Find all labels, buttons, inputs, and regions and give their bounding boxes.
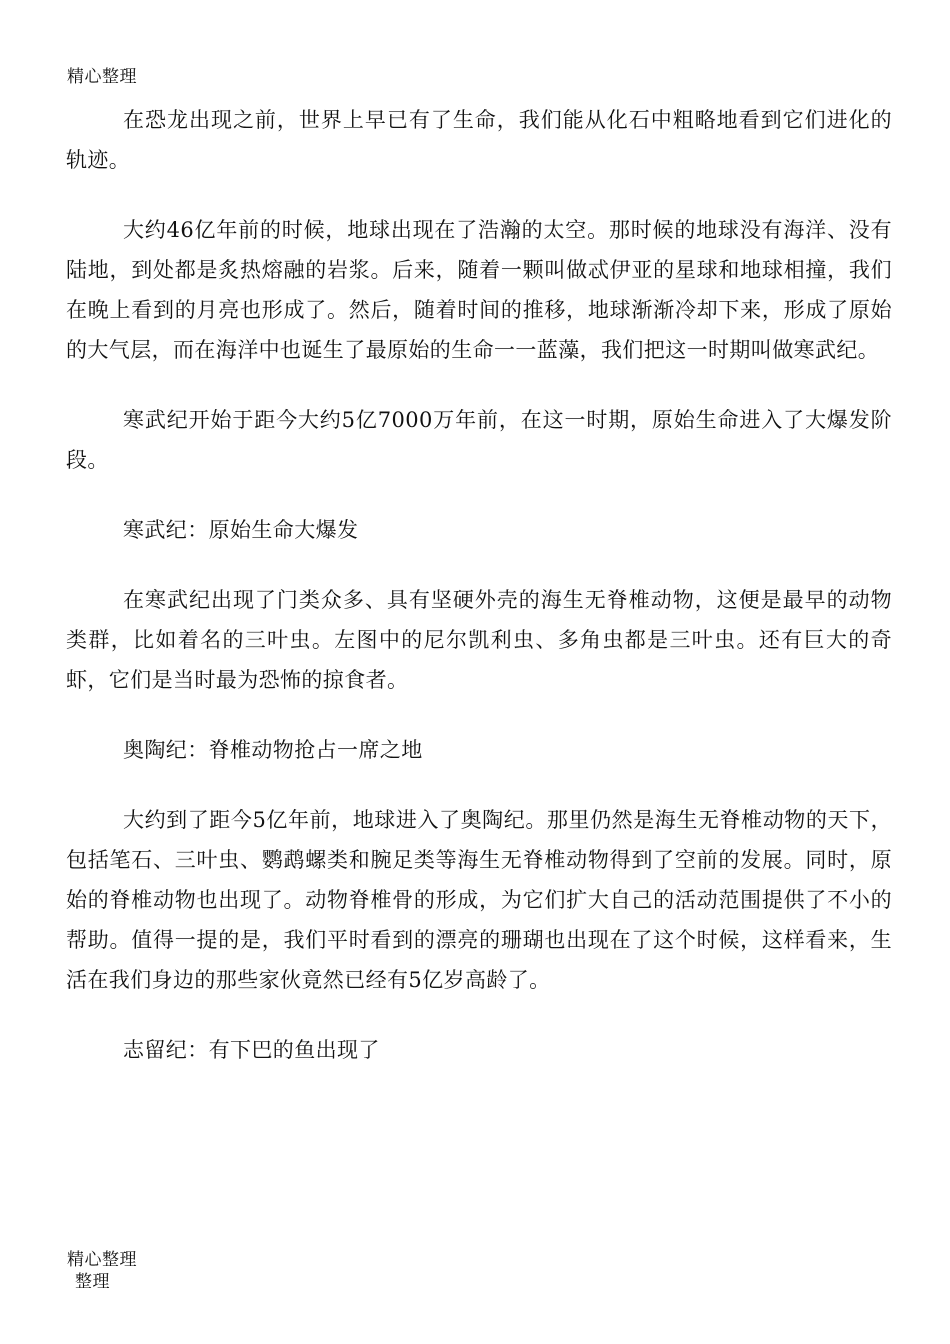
section-heading-silurian: 志留纪：有下巴的鱼出现了 (123, 1038, 380, 1062)
document-body (66, 100, 892, 1070)
page-header: 精心整理 (67, 67, 137, 87)
footer-line-1: 精心整理 (67, 1250, 137, 1270)
footer-line-2: 整理 (75, 1272, 110, 1292)
page-footer (67, 1249, 137, 1293)
section-heading-cambrian: 寒武纪：原始生命大爆发 (123, 518, 359, 542)
paragraph-cambrian-start: 寒武纪开始于距今大约5亿7000万年前，在这一时期，原始生命进入了大爆发阶段。 (66, 408, 892, 472)
paragraph-intro: 在恐龙出现之前，世界上早已有了生命，我们能从化石中粗略地看到它们进化的轨迹。 (66, 108, 892, 172)
section-heading-ordovician: 奥陶纪：脊椎动物抢占一席之地 (123, 738, 423, 762)
paragraph-ordovician: 大约到了距今5亿年前，地球进入了奥陶纪。那里仍然是海生无脊椎动物的天下，包括笔石、三叶虫、鹦鹉螺类和腕足类等海生无脊椎动物得到了空前的发展。同时，原始的脊椎动物也出现了。动物脊椎骨的形成，为它们扩大自己的活动范围提供了不小的帮助。值得一提的是，我们平时看到的漂亮的珊瑚也出现在了这个时候，这样看来，生活在我们身边的那些家伙竟然已经有5亿岁高龄了。 (66, 808, 892, 992)
paragraph-earth-origin: 大约46亿年前的时候，地球出现在了浩瀚的太空。那时候的地球没有海洋、没有陆地，到处都是炙热熔融的岩浆。后来，随着一颗叫做忒伊亚的星球和地球相撞，我们在晚上看到的月亮也形成了。然后，随着时间的推移，地球渐渐冷却下来，形成了原始的大气层，而在海洋中也诞生了最原始的生命一一蓝藻，我们把这一时期叫做寒武纪。 (66, 218, 892, 362)
paragraph-cambrian-life: 在寒武纪出现了门类众多、具有坚硬外壳的海生无脊椎动物，这便是最早的动物类群，比如着名的三叶虫。左图中的尼尔凯利虫、多角虫都是三叶虫。还有巨大的奇虾，它们是当时最为恐怖的掠食者。 (66, 588, 892, 692)
